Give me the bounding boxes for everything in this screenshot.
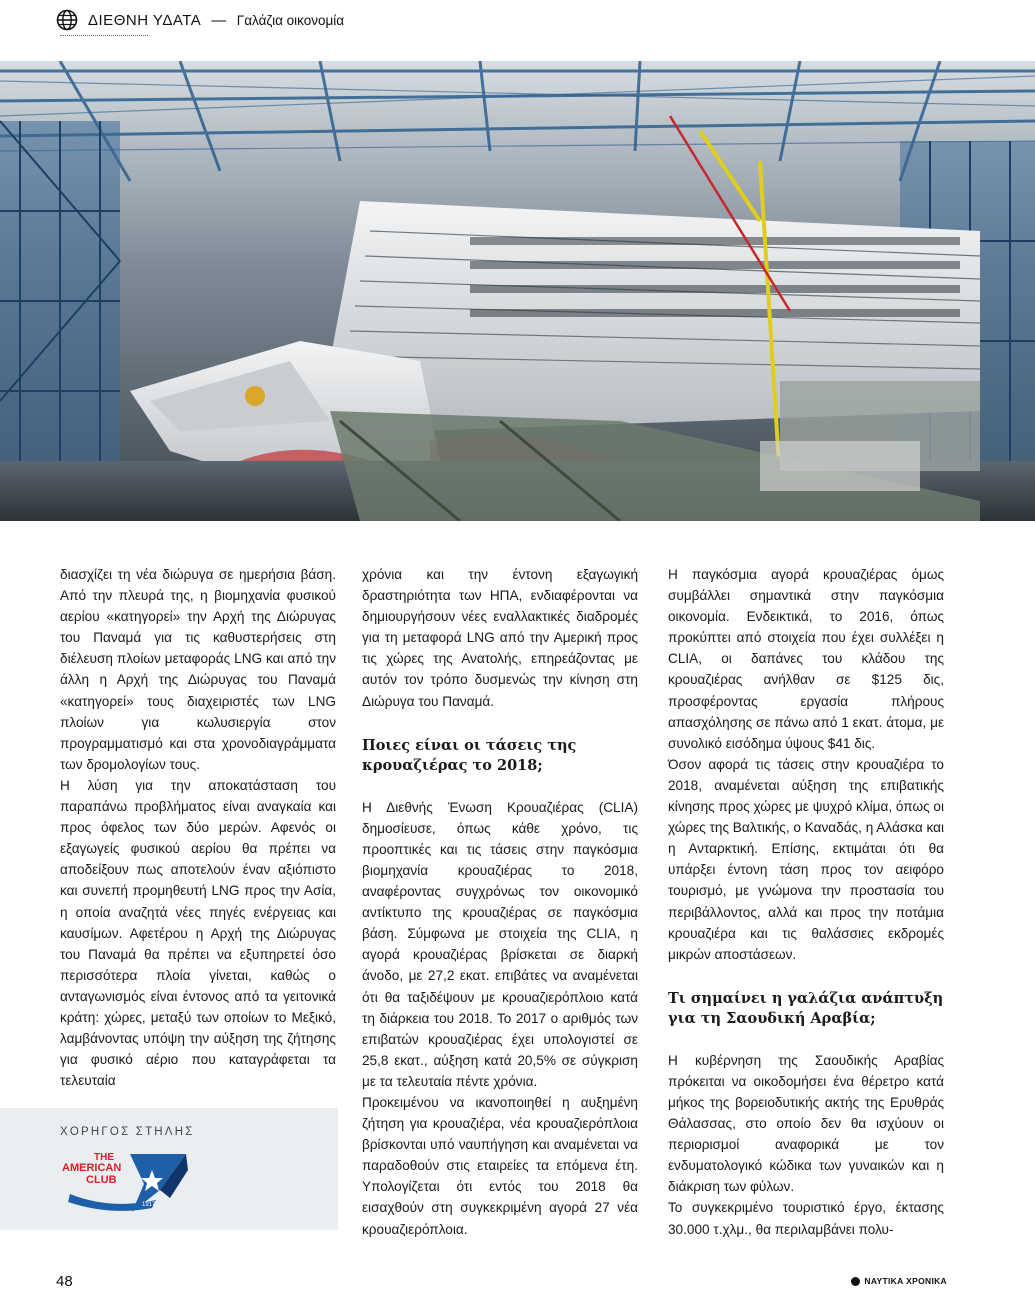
brand-name: ΝΑΥΤΙΚΑ ΧΡΟΝΙΚΑ	[864, 1276, 947, 1286]
page-number: 48	[56, 1273, 73, 1290]
sponsor-box	[0, 1108, 338, 1230]
paragraph: Όσον αφορά τις τάσεις στην κρουαζιέρα το 2018, αναμένεται αύξηση της επιβατικής κίνησης προς χώρες με ψυχρό κλίμα, όπως οι χώρες της Βαλτικής, ο Καναδάς, η Αλάσκα και η Ανταρκτική. Επίσης, εκτιμάται ότι θα υπάρξει έντονη τάση προς τον αειφόρο τουρισμό, με γνώμονα την προστασία του περιβάλλοντος, αλλά και προς την ποτάμια κρουαζιέρα και τις θαλάσσιες εκδρομές μικρών αποστάσεων.	[668, 756, 944, 962]
paragraph: Η παγκόσμια αγορά κρουαζιέρας όμως συμβάλλει σημαντικά στην παγκόσμια οικονομία. Ενδεικτικά, το 2016, όπως προκύπτει από στοιχεία που έχει συλλέξει η CLIA, οι δαπάνες του κλάδου της κρουαζιέρας ανήλθαν σε $125 δις, προσφέροντας εργασία πλήρους απασχόλησης σε πάνω από 1 εκατ. άτομα, με συνολικό εισόδημα ύψους $41 δις.	[668, 567, 944, 751]
header-divider	[60, 35, 148, 36]
logo-text-club: CLUB	[86, 1174, 117, 1186]
section-dash: —	[211, 11, 227, 29]
subheading: Τι σημαίνει η γαλάζια ανάπτυξη για τη Σαουδική Αραβία;	[668, 989, 944, 1027]
globe-icon	[56, 9, 78, 31]
logo-year: 1917	[142, 1202, 156, 1208]
brand-logo-icon	[851, 1277, 860, 1286]
paragraph: χρόνια και την έντονη εξαγωγική δραστηριότητα των ΗΠΑ, ενδιαφέρονται να δημιουργήσουν νέες εναλλακτικές διαδρομές για τη μεταφορά LNG από την Αμερική προς τις χώρες της Ανατολής, επηρεάζοντας με αυτόν τον τρόπο δυσμενώς την κίνηση στη Διώρυγα του Παναμά.	[362, 567, 638, 709]
section-title: ΔΙΕΘΝΗ ΥΔΑΤΑ	[88, 11, 202, 29]
sponsor-label: ΧΟΡΗΓΟΣ ΣΤΗΛΗΣ	[60, 1126, 195, 1138]
paragraph: διασχίζει τη νέα διώρυγα σε ημερήσια βάση. Από την πλευρά της, η βιομηχανία φυσικού αερίου «κατηγορεί» την Αρχή της Διώρυγας του Παναμά για τις καθυστερήσεις στη διέλευση πλοίων μεταφοράς LNG και από την άλλη η Αρχή της Διώρυγας του Παναμά «κατηγορεί» τους διαχειριστές των LNG πλοίων για κωλυσιεργία στον προγραμματισμό και στα χρονοδιαγράμματα των δρομολογίων τους.	[60, 567, 336, 772]
subheading: Ποιες είναι οι τάσεις της κρουαζιέρας το 2018;	[362, 736, 577, 774]
paragraph: Η λύση για την αποκατάσταση του παραπάνω προβλήματος είναι αναγκαία και προς όφελος των δύο μερών. Αφενός οι εξαγωγείς φυσικού αερίου θα πρέπει να αποδείξουν πως αποτελούν έναν αξιόπιστο και συνεπή προμηθευτή LNG προς την Ασία, η οποία αναζητά νέες πηγές ενέργειας και καυσίμων. Αφετέρου η Αρχή της Διώρυγας του Παναμά θα πρέπει να εξυπηρετεί όσο περισσότερα πλοία γίνεται, καθώς ο ανταγωνισμός είναι έντονος από τα γειτονικά κράτη: χώρες, μεταξύ των οποίων το Μεξικό, λαμβάνοντας υπόψη την αύξηση της ζήτησης για φυσικό αέριο που καταγράφεται τα τελευταία	[60, 777, 336, 1089]
footer-brand	[851, 1276, 947, 1286]
section-subtitle: Γαλάζια οικονομία	[236, 12, 345, 28]
page-header	[56, 0, 344, 40]
cruise-ship-photo	[0, 61, 1035, 521]
logo-text-the: THE	[94, 1152, 114, 1163]
paragraph: Η κυβέρνηση της Σαουδικής Αραβίας πρόκειται να οικοδομήσει ένα θέρετρο κατά μήκος της βορειοδυτικής ακτής της Ερυθράς Θάλασσας, στο οποίο δεν θα ισχύουν οι περιορισμοί αναφορικά με τον ενδυματολογικό κώδικα των γυναικών και η διάκριση των φύλων.	[668, 1052, 944, 1195]
paragraph: Προκειμένου να ικανοποιηθεί η αυξημένη ζήτηση για κρουαζιέρα, νέα κρουαζιερόπλοια βρίσκονται υπό ναυπήγηση και αναμένεται να παραδοθούν στις εταιρείες τα επόμενα έτη. Υπολογίζεται ότι εντός του 2018 θα εισαχθούν στη συγκεκριμένη αγορά 27 νέα κρουαζιερόπλοια.	[362, 1094, 638, 1237]
paragraph: Το συγκεκριμένο τουριστικό έργο, έκτασης 30.000 τ.χλμ., θα περιλαμβάνει πολυ-	[668, 1200, 944, 1237]
american-club-logo	[60, 1150, 190, 1218]
text-column-1	[60, 564, 336, 1091]
paragraph: Η Διεθνής Ένωση Κρουαζιέρας (CLIA) δημοσίευσε, όπως κάθε χρόνο, τις προοπτικές και τις τάσεις στην παγκόσμια βιομηχανία κρουαζιέρας το 2018, αναφέροντας συγχρόνως τον οικονομικό αντίκτυπο της κρουαζιέρας σε παγκόσμια βάση. Σύμφωνα με στοιχεία της CLIA, η αγορά κρουαζιέρας βρίσκεται σε διαρκή άνοδο, με 27,2 εκατ. επιβάτες να αναμένεται ότι θα ταξιδέψουν με κρουαζιερόπλοιο κατά τη διάρκεια του 2018. Το 2017 ο αριθμός των επιβατών κρουαζιέρας έχει υπολογιστεί σε 25,8 εκατ., αύξηση κατά 20,5% σε σύγκριση με τα τελευταία πέντε χρόνια.	[362, 799, 638, 1089]
text-column-3	[668, 564, 944, 1240]
logo-text-american: AMERICAN	[62, 1162, 122, 1174]
text-column-2	[362, 564, 638, 1240]
